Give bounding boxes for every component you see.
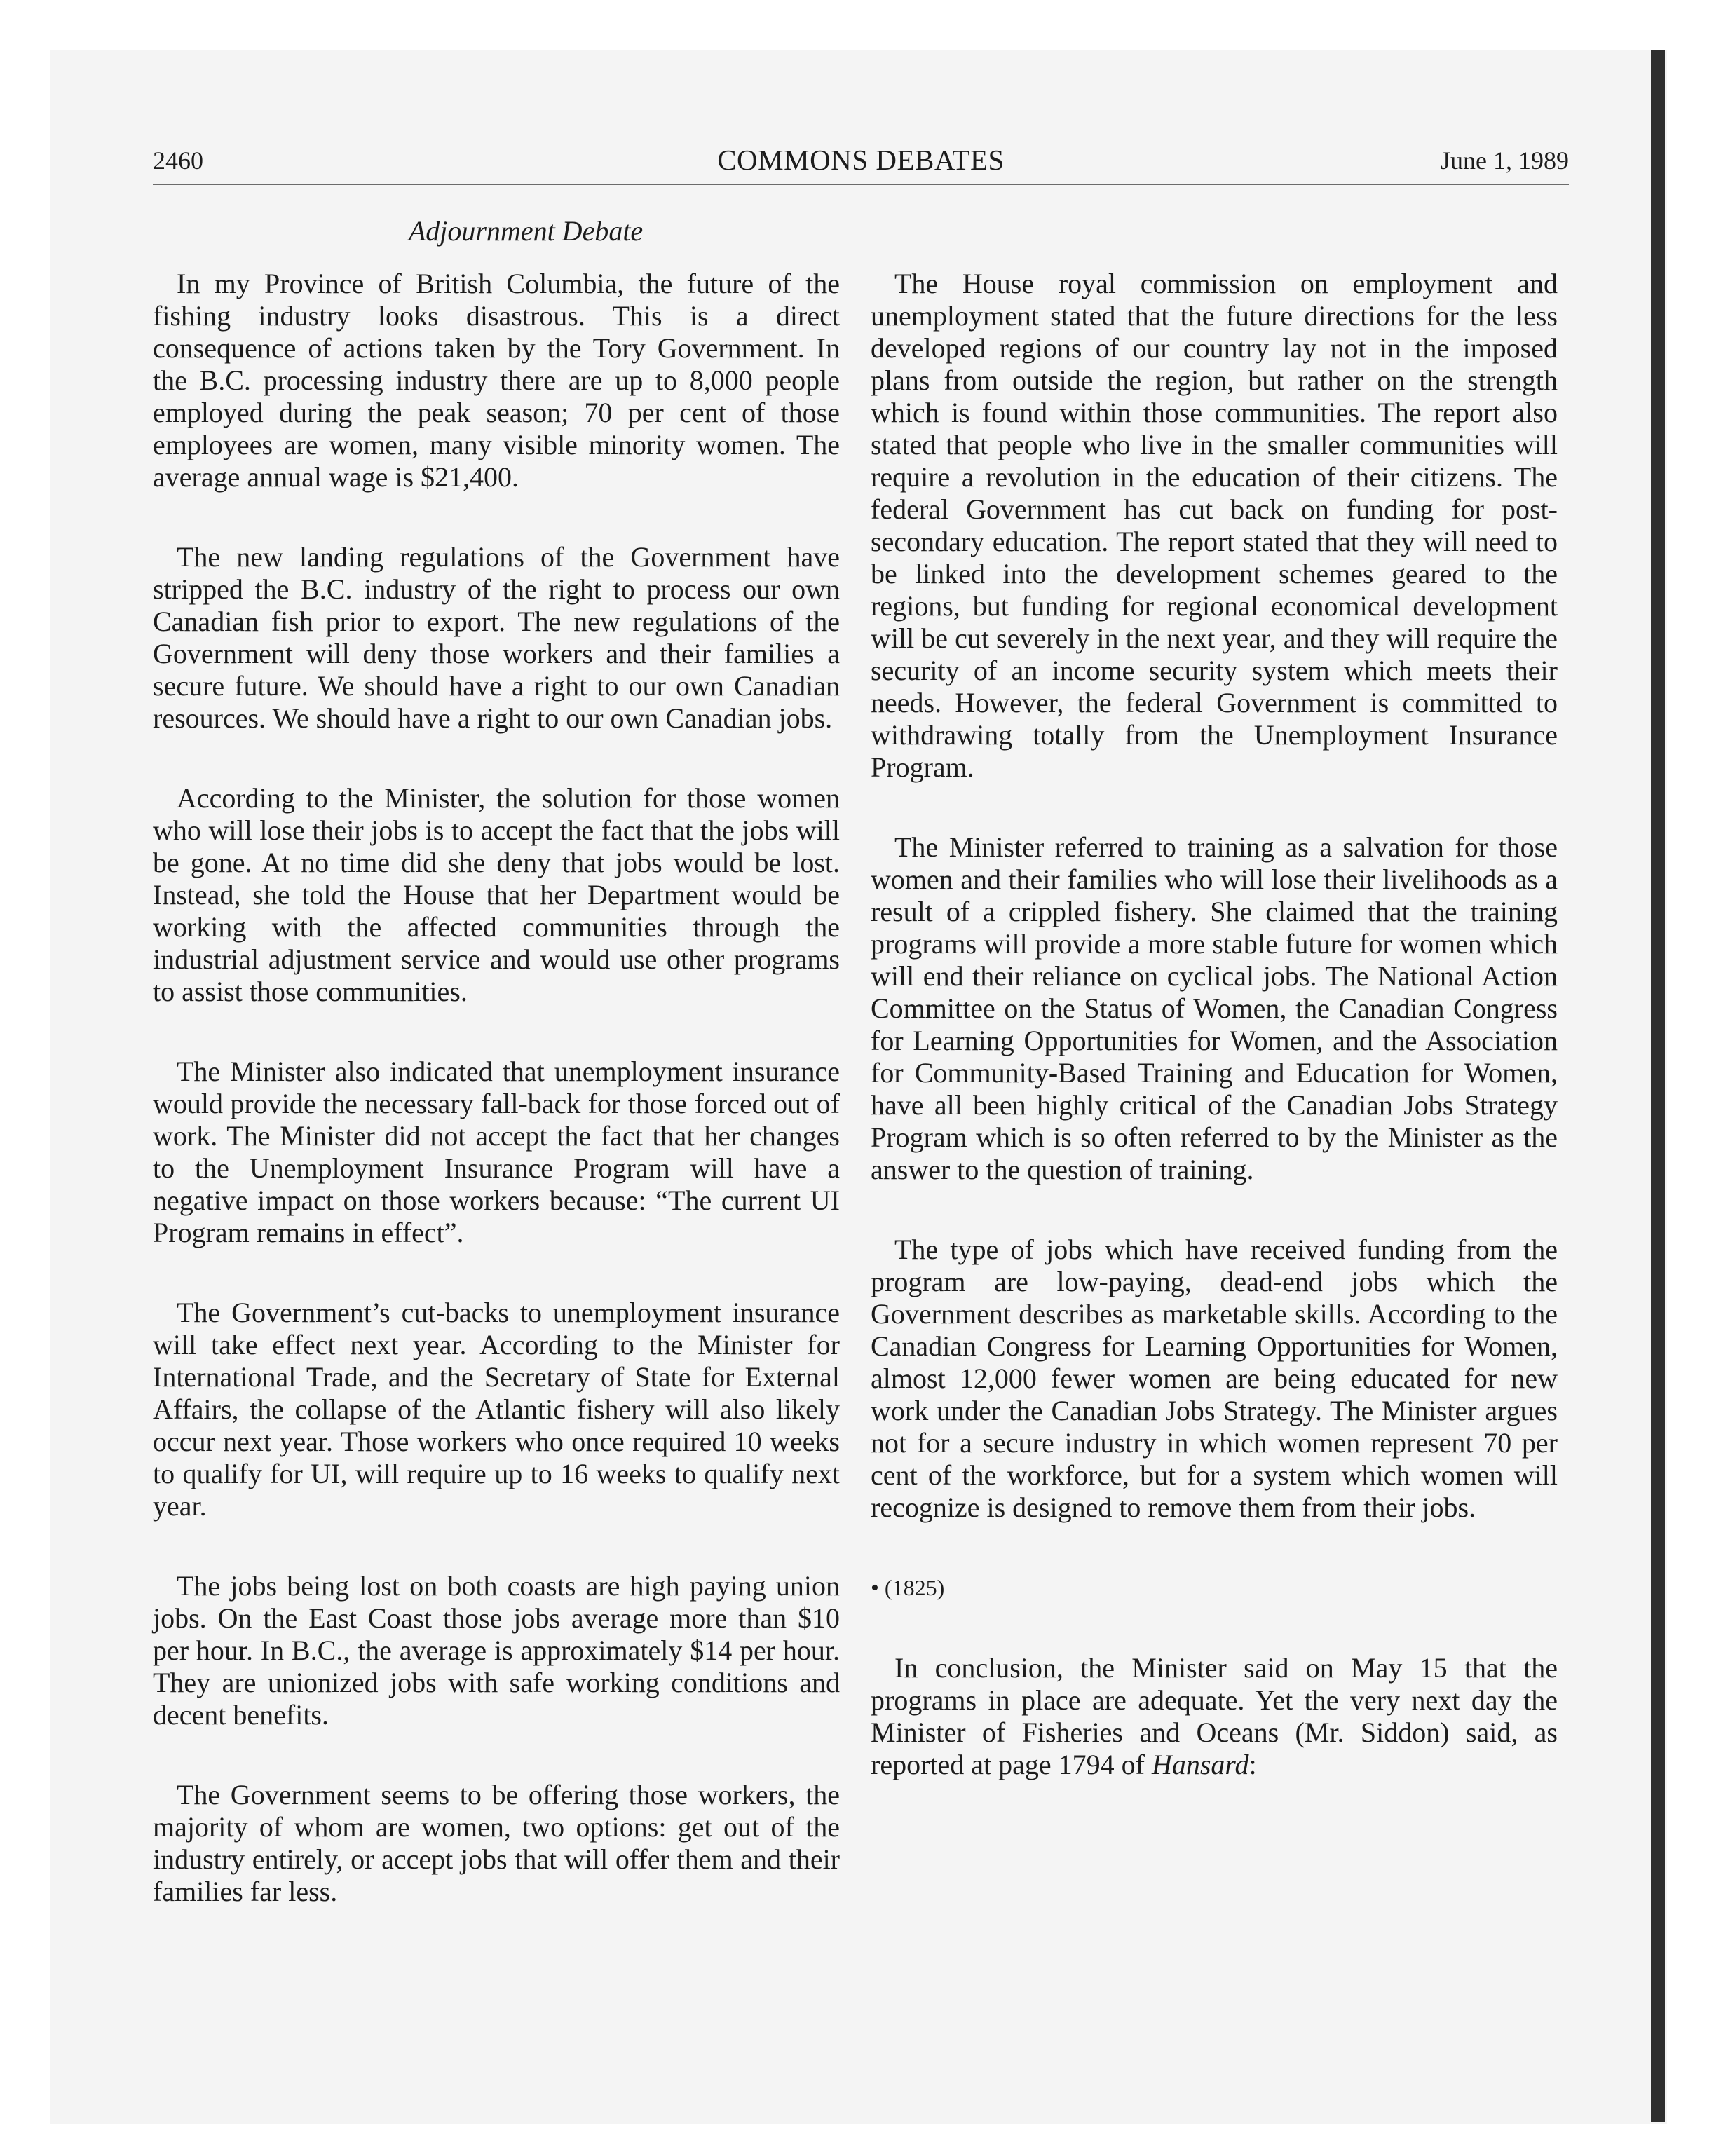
paragraph xyxy=(871,1652,1558,1781)
paragraph: The Government seems to be offering those workers, the majority of whom are women, two options: get out of the industry entirely, or accept jobs that will offer them and their families far less. xyxy=(153,1779,840,1907)
page-number: 2460 xyxy=(153,146,203,175)
paragraph-end: : xyxy=(1248,1749,1257,1780)
right-column xyxy=(871,268,1558,1829)
publication-title: COMMONS DEBATES xyxy=(717,144,1005,176)
paragraph: The House royal commission on employment and unemployment stated that the future directions for the less developed regions of our country lay not in the imposed plans from outside the region, but rather on the strength which is found within those communities. The report also stated that people who live in the smaller communities will require a revolution in the education of their citizens. The federal Government has cut back on funding for post-secondary education. The report stated that they will need to be linked into the development schemes geared to the regions, but funding for regional economical development will be cut severely in the next year, and they will require the security of an income security system which meets their needs. However, the federal Government is committed to withdrawing totally from the Unemployment Insurance Program. xyxy=(871,268,1558,783)
header-rule xyxy=(153,184,1569,185)
paragraph: The new landing regulations of the Government have stripped the B.C. industry of the right to process our own Canadian fish prior to export. The new regulations of the Government will deny those workers and their families a secure future. We should have a right to our own Canadian resources. We should have a right to our own Canadian jobs. xyxy=(153,541,840,734)
paragraph: The Minister referred to training as a salvation for those women and their families who will lose their livelihoods as a result of a crippled fishery. She claimed that the training programs will provide a more stable future for women which will end their reliance on cyclical jobs. The National Action Committee on the Status of Women, the Canadian Congress for Learning Opportunities for Women, and the Association for Community-Based Training and Education for Women, have all been highly critical of the Canadian Jobs Strategy Program which is so often referred to by the Minister as the answer to the question of training. xyxy=(871,831,1558,1185)
time-marker xyxy=(871,1571,1558,1604)
paragraph: The Government’s cut-backs to unemployment insurance will take effect next year. According to the Minister for International Trade, and the Secretary of State for External Affairs, the collapse of the Atlantic fishery will also likely occur next year. Those workers who once required 10 weeks to qualify for UI, will require up to 16 weeks to qualify next year. xyxy=(153,1297,840,1522)
paragraph-text: In conclusion, the Minister said on May 15 that the programs in place are adequate. Yet the very next day the Minister of Fisheries and Oceans (Mr. Siddon) said, as reported at page 1794 of xyxy=(871,1652,1558,1780)
left-column xyxy=(153,268,840,1956)
paragraph: The type of jobs which have received funding from the program are low-paying, dead-end jobs which the Government describes as marketable skills. According to the Canadian Congress for Learning Opportunities for Women, almost 12,000 fewer women are being educated for new work under the Canadian Jobs Strategy. The Minister argues not for a secure industry in which women represent 70 per cent of the workforce, but for a system which women will recognize is designed to remove them from their jobs. xyxy=(871,1234,1558,1523)
section-title: Adjournment Debate xyxy=(408,215,644,247)
running-header xyxy=(153,137,1569,179)
paragraph: The jobs being lost on both coasts are high paying union jobs. On the East Coast those jobs average more than $10 per hour. In B.C., the average is approximately $14 per hour. They are unionized jobs with safe working conditions and decent benefits. xyxy=(153,1570,840,1731)
paragraph: In my Province of British Columbia, the future of the fishing industry looks disastrous. This is a direct consequence of actions taken by the Tory Government. In the B.C. processing industry there are up to 8,000 people employed during the peak season; 70 per cent of those employees are women, many visible minority women. The average annual wage is $21,400. xyxy=(153,268,840,493)
paragraph: According to the Minister, the solution for those women who will lose their jobs is to accept the fact that the jobs will be gone. At no time did she deny that jobs would be lost. Instead, she told the House that her Department would be working with the affected communities through the industrial adjustment service and would use other programs to assist those communities. xyxy=(153,782,840,1007)
issue-date: June 1, 1989 xyxy=(1441,146,1569,175)
bullet-icon: • xyxy=(871,1575,879,1601)
hansard-reference: Hansard xyxy=(1151,1749,1249,1780)
paragraph: The Minister also indicated that unemployment insurance would provide the necessary fall-back for those forced out of work. The Minister did not accept the fact that her changes to the Unemployment Insurance Program will have a negative impact on those workers because: “The current UI Program remains in effect”. xyxy=(153,1056,840,1248)
time-stamp: (1825) xyxy=(884,1575,945,1600)
binding-edge xyxy=(1651,50,1665,2122)
